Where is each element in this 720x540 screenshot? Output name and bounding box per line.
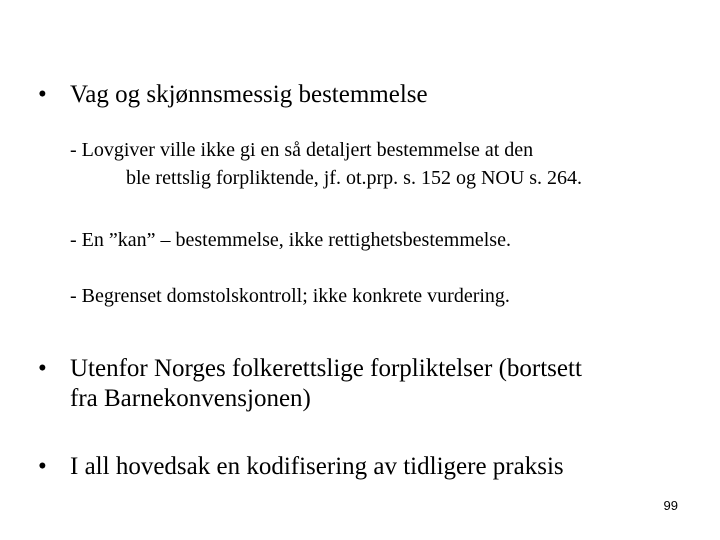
subpoint-2-line1: - En ”kan” – bestemmelse, ikke rettighetsbestemmelse. [70, 229, 511, 251]
bullet-3-marker: • [38, 453, 47, 480]
page-number: 99 [663, 498, 678, 513]
subpoint-2 [70, 226, 710, 254]
subpoint-1 [70, 136, 710, 192]
bullet-3 [38, 452, 698, 482]
bullet-2-marker: • [38, 355, 47, 382]
bullet-3-text: I all hovedsak en kodifisering av tidligere praksis [70, 453, 564, 480]
bullet-2-line1: Utenfor Norges folkerettslige forpliktelser (bortsett [70, 355, 582, 382]
subpoint-1-line1: - Lovgiver ville ikke gi en så detaljert bestemmelse at den [70, 139, 534, 161]
subpoint-3 [70, 282, 710, 310]
bullet-2-text [70, 354, 582, 414]
bullet-1-text: Vag og skjønnsmessig bestemmelse [70, 81, 428, 108]
bullet-1-marker: • [38, 81, 47, 108]
bullet-2-line2: fra Barnekonvensjonen) [70, 385, 311, 412]
bullet-1 [38, 80, 698, 110]
subpoint-1-line2: ble rettslig forpliktende, jf. ot.prp. s. 152 og NOU s. 264. [126, 167, 583, 189]
bullet-2 [38, 354, 698, 414]
subpoint-3-line1: - Begrenset domstolskontroll; ikke konkrete vurdering. [70, 285, 510, 307]
